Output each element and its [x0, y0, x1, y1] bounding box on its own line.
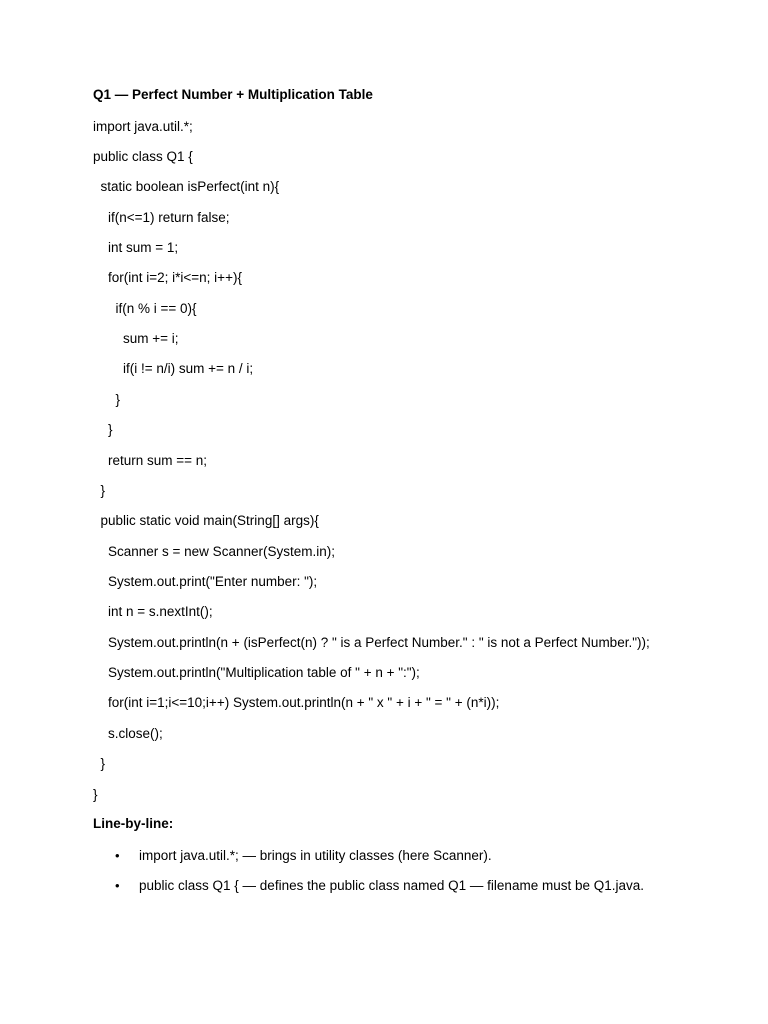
code-line: System.out.println(n + (isPerfect(n) ? " is a Perfect Number." : " is not a Perfect Number."));	[93, 635, 650, 650]
list-item-text: import java.util.*; — brings in utility classes (here Scanner).	[139, 848, 492, 863]
code-line: for(int i=1;i<=10;i++) System.out.println(n + " x " + i + " = " + (n*i));	[93, 695, 500, 710]
bullet-icon: •	[115, 848, 120, 863]
code-line: int n = s.nextInt();	[93, 604, 213, 619]
code-line: static boolean isPerfect(int n){	[93, 179, 280, 194]
code-line: System.out.println("Multiplication table of " + n + ":");	[93, 665, 420, 680]
list-item	[115, 877, 644, 895]
code-line: return sum == n;	[93, 453, 208, 468]
document-heading: Q1 — Perfect Number + Multiplication Table	[93, 87, 373, 102]
code-line: if(n<=1) return false;	[93, 210, 230, 225]
code-line: if(i != n/i) sum += n / i;	[93, 361, 254, 376]
bullet-icon: •	[115, 878, 120, 893]
code-line: sum += i;	[93, 331, 179, 346]
code-line: Scanner s = new Scanner(System.in);	[93, 544, 335, 559]
code-line: import java.util.*;	[93, 119, 193, 134]
list-item	[115, 847, 492, 865]
code-line: if(n % i == 0){	[93, 301, 197, 316]
code-line: public class Q1 {	[93, 149, 193, 164]
code-line: System.out.print("Enter number: ");	[93, 574, 318, 589]
code-line: int sum = 1;	[93, 240, 179, 255]
code-line: }	[93, 392, 121, 407]
code-line: }	[93, 756, 106, 771]
code-line: }	[93, 422, 113, 437]
code-line: public static void main(String[] args){	[93, 513, 319, 528]
list-item-text: public class Q1 { — defines the public class named Q1 — filename must be Q1.java.	[139, 878, 644, 893]
code-line: }	[93, 787, 98, 802]
section-title: Line-by-line:	[93, 816, 174, 831]
code-line: }	[93, 483, 106, 498]
code-line: for(int i=2; i*i<=n; i++){	[93, 270, 242, 285]
code-line: s.close();	[93, 726, 163, 741]
